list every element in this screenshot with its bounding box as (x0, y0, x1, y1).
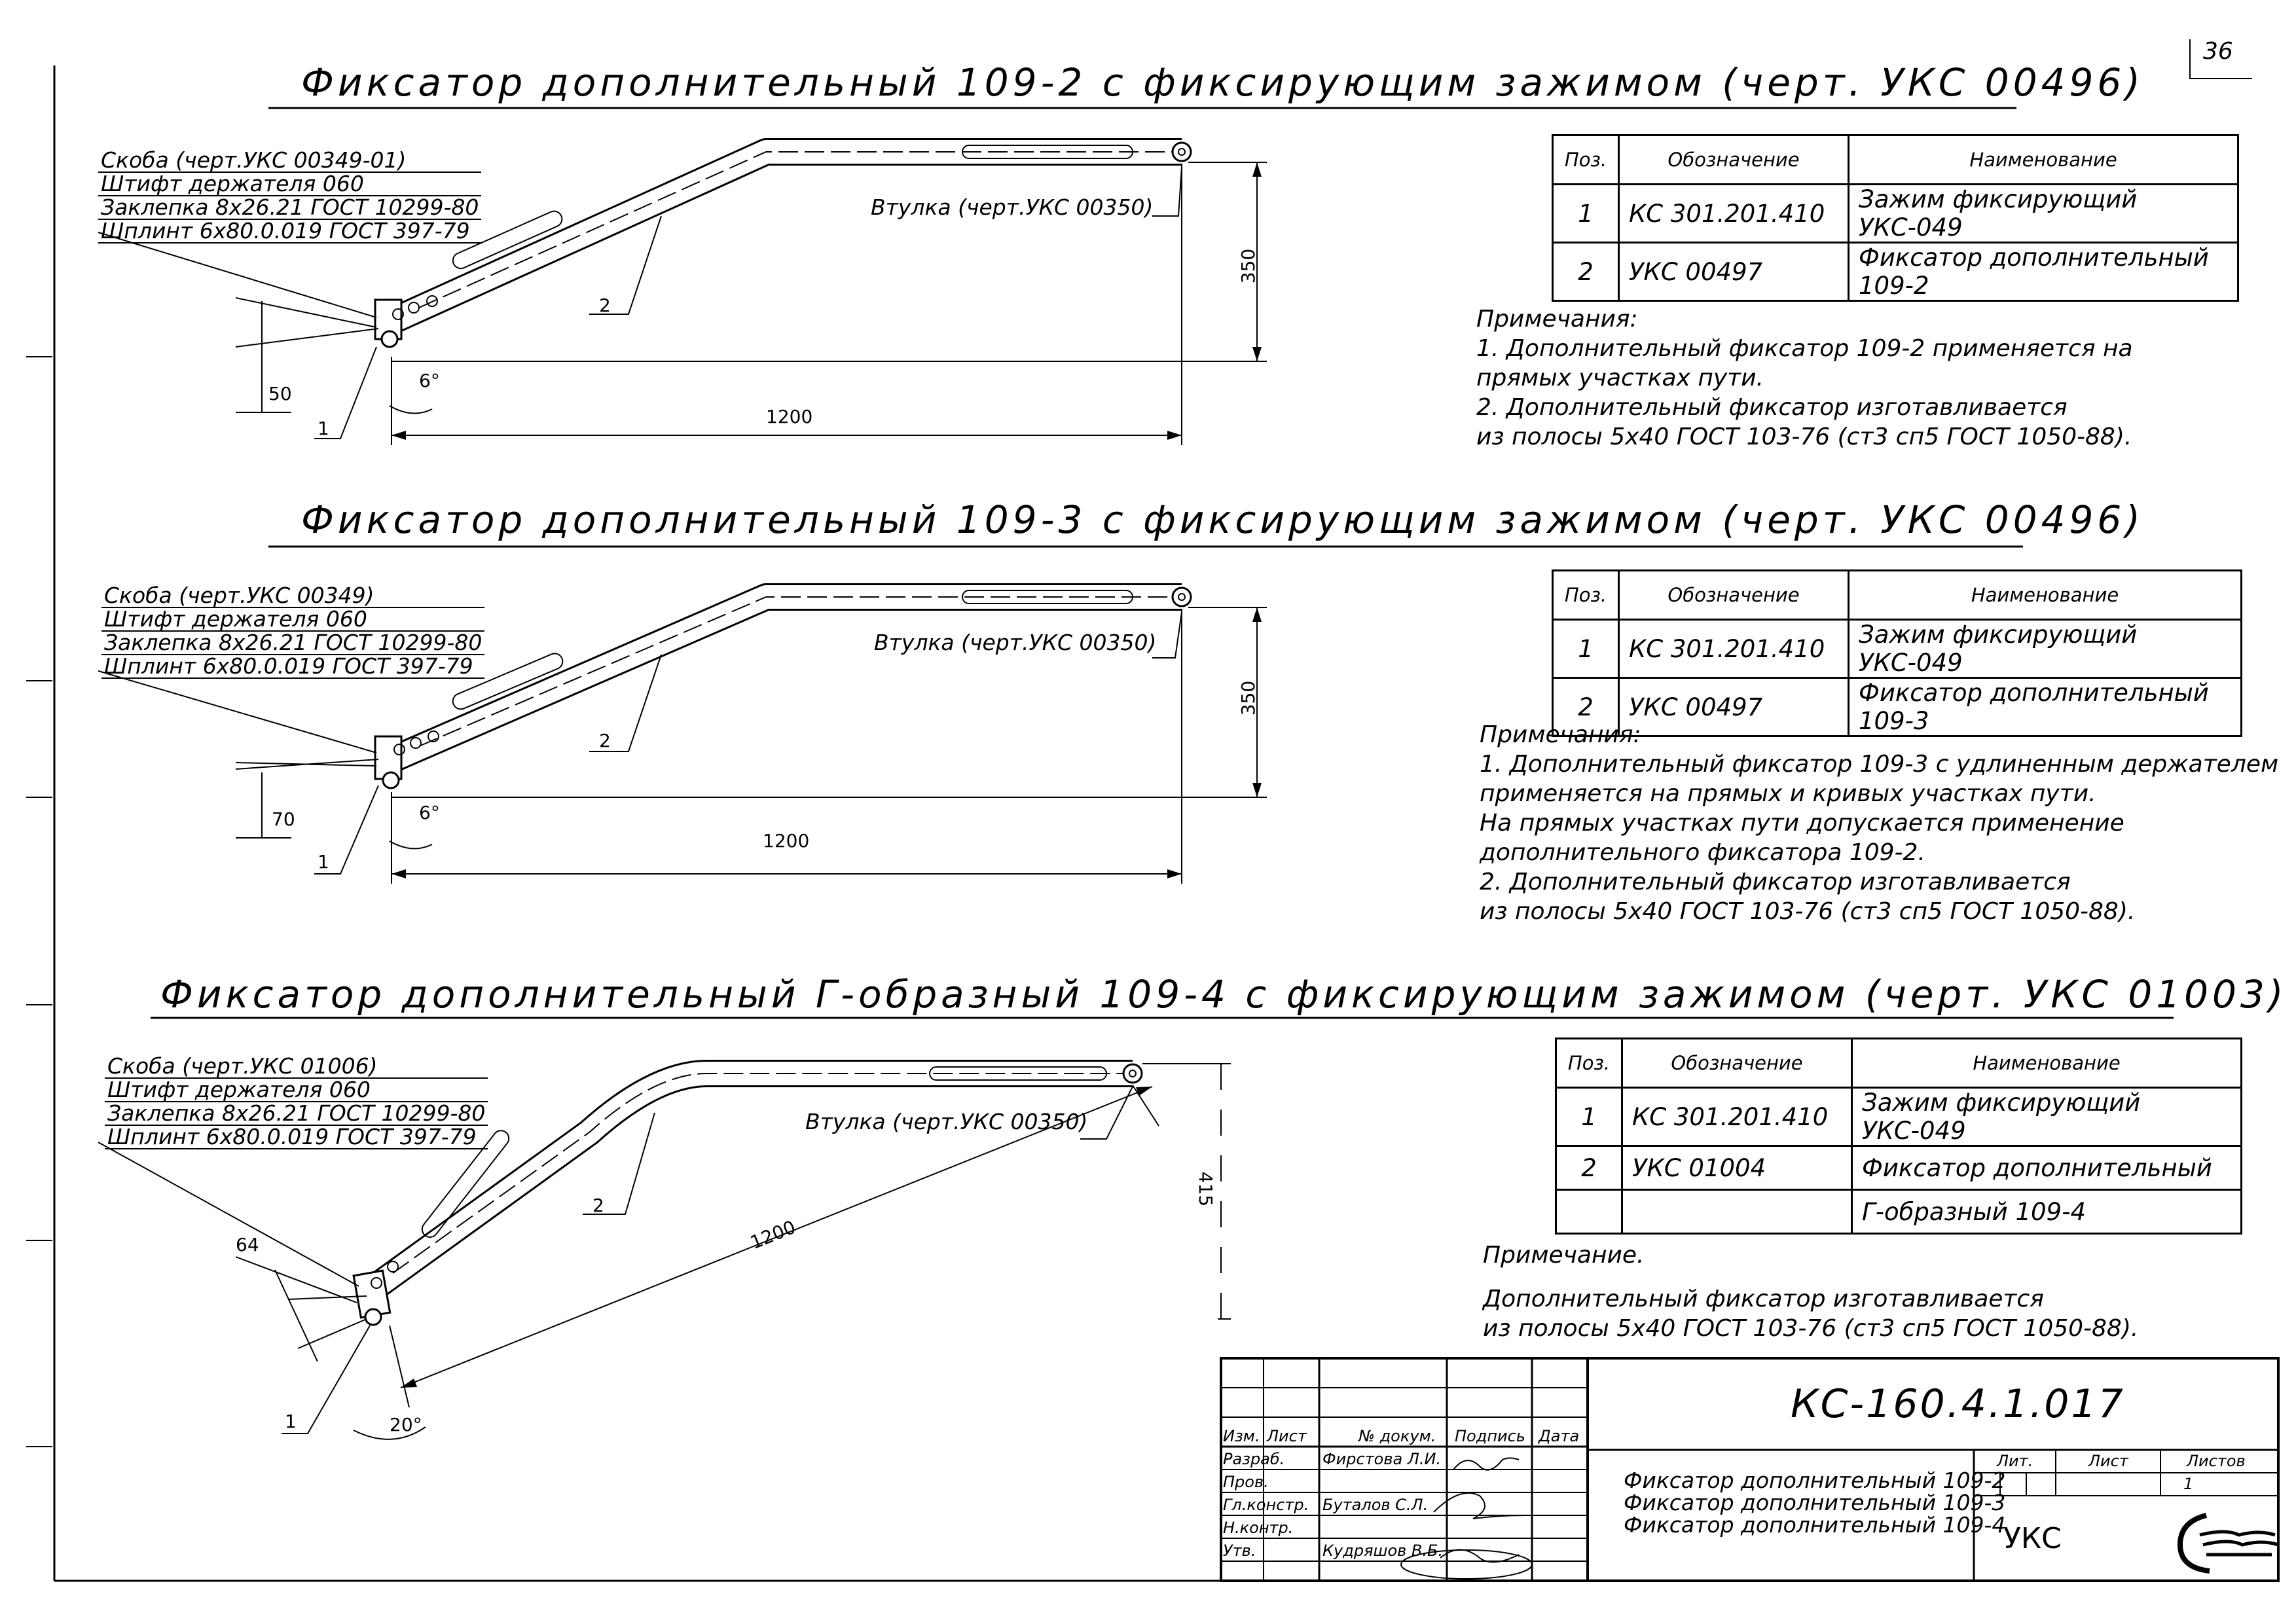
note-line: На прямых участках пути допускается применение (1480, 810, 2124, 837)
callout-rivet: Заклепка 8х26.21 ГОСТ 10299-80 (101, 632, 484, 655)
col-header-date: Дата (1539, 1427, 1580, 1445)
role-approved: Утв. (1223, 1542, 1256, 1560)
section2-dim-offset: 70 (272, 808, 295, 830)
callout-bracket: Скоба (черт.УКС 00349-01) (98, 149, 481, 173)
section3-dim-angle: 20° (390, 1414, 422, 1435)
section1-dim-length: 1200 (766, 406, 813, 427)
header-name: Наименование (1852, 1039, 2242, 1088)
callout-rivet: Заклепка 8х26.21 ГОСТ 10299-80 (105, 1102, 488, 1126)
notes-title: Примечания: (1480, 721, 1641, 748)
cell: 1 (1553, 620, 1619, 678)
callout-cotter: Шплинт 6х80.0.019 ГОСТ 397-79 (101, 655, 484, 679)
section1-dim-angle: 6° (419, 370, 440, 391)
role-chief-designer: Гл.констр. (1223, 1496, 1309, 1514)
cell: Фиксатор дополнительный 109-3 (1849, 678, 2242, 736)
header-designation: Обозначение (1622, 1039, 1852, 1088)
organization: УКС (2003, 1522, 2062, 1555)
role-checker: Пров. (1223, 1473, 1269, 1491)
role-developer: Разраб. (1223, 1450, 1285, 1468)
section1-dim-offset: 50 (268, 383, 292, 405)
cell: КС 301.201.410 (1619, 185, 1849, 243)
callout-cotter: Шплинт 6х80.0.019 ГОСТ 397-79 (98, 220, 481, 244)
callout-bracket: Скоба (черт.УКС 00349) (101, 585, 484, 608)
note-line: из полосы 5х40 ГОСТ 103-76 (ст3 сп5 ГОСТ 1050-88). (1483, 1315, 2139, 1342)
header-pos: Поз. (1553, 135, 1619, 185)
cell: 1 (1553, 185, 1619, 243)
note-line: 1. Дополнительный фиксатор 109-2 применяется на (1476, 335, 2133, 362)
cell: Зажим фиксирующий УКС-049 (1849, 620, 2242, 678)
page-number: 36 (2203, 38, 2233, 65)
note-line: из полосы 5х40 ГОСТ 103-76 (ст3 сп5 ГОСТ 1050-88). (1476, 424, 2132, 450)
col-header-docnum: № докум. (1358, 1427, 1436, 1445)
section1-pos1: 1 (318, 418, 329, 439)
section2-bushing-label: Втулка (черт.УКС 00350) (874, 630, 1157, 655)
cell: 2 (1553, 243, 1619, 301)
cell: 1 (1556, 1088, 1622, 1146)
callout-pin: Штифт держателя 060 (101, 608, 484, 632)
note-line: из полосы 5х40 ГОСТ 103-76 (ст3 сп5 ГОСТ 1050-88). (1480, 898, 2136, 925)
cell: УКС 01004 (1622, 1146, 1852, 1190)
callout-bracket: Скоба (черт.УКС 01006) (105, 1055, 488, 1079)
document-code: КС-160.4.1.017 (1791, 1381, 2125, 1427)
section3-dim-height: 415 (1195, 1171, 1217, 1207)
lit-label: Лит. (1997, 1452, 2033, 1470)
note-line: 2. Дополнительный фиксатор изготавливается (1480, 869, 2071, 895)
sheets-value: 1 (2183, 1475, 2194, 1493)
company-logo (2174, 1509, 2278, 1578)
cell: КС 301.201.410 (1622, 1088, 1852, 1146)
header-name: Наименование (1849, 571, 2242, 620)
cell: 2 (1553, 678, 1619, 736)
doc-title-line: Фиксатор дополнительный 109-4 (1624, 1512, 2006, 1538)
role-norm-control: Н.контр. (1223, 1519, 1294, 1537)
section3-pos1: 1 (285, 1411, 297, 1432)
section3-bushing-label: Втулка (черт.УКС 00350) (805, 1109, 1088, 1134)
cell: УКС 00497 (1619, 678, 1849, 736)
name-approved: Кудряшов В.Б. (1322, 1542, 1444, 1560)
note-line: 1. Дополнительный фиксатор 109-3 с удлиненным держателем (1480, 751, 2279, 778)
section3-dim-length: 1200 (747, 1216, 799, 1254)
sheets-label: Листов (2187, 1452, 2246, 1470)
section1-dim-height: 350 (1237, 248, 1260, 284)
name-developer: Фирстова Л.И. (1322, 1450, 1442, 1468)
section2-dim-length: 1200 (763, 830, 810, 852)
col-header-signature: Подпись (1455, 1427, 1525, 1445)
cell: 2 (1556, 1146, 1622, 1190)
note-line: применяется на прямых и кривых участках пути. (1480, 780, 2096, 807)
note-line: дополнительного фиксатора 109-2. (1480, 839, 1925, 866)
section3-pos2: 2 (592, 1195, 604, 1216)
doc-title-line: Фиксатор дополнительный 109-3 (1624, 1490, 2006, 1515)
cell: Г-образный 109-4 (1852, 1190, 2242, 1234)
callout-pin: Штифт держателя 060 (98, 173, 481, 196)
notes-title: Примечания: (1476, 306, 1638, 333)
cell: УКС 00497 (1619, 243, 1849, 301)
callout-pin: Штифт держателя 060 (105, 1079, 488, 1102)
section3-title: Фиксатор дополнительный Г-образный 109-4 с фиксирующим зажимом (черт. УКС 01003) (160, 972, 2287, 1017)
note-line: прямых участках пути. (1476, 365, 1764, 391)
section1-bushing-label: Втулка (черт.УКС 00350) (871, 194, 1154, 220)
note-line: 2. Дополнительный фиксатор изготавливается (1476, 394, 2068, 421)
cell: Фиксатор дополнительный 109-2 (1849, 243, 2238, 301)
header-name: Наименование (1849, 135, 2238, 185)
header-pos: Поз. (1553, 571, 1619, 620)
callout-rivet: Заклепка 8х26.21 ГОСТ 10299-80 (98, 196, 481, 220)
section1-pos2: 2 (599, 295, 611, 316)
document-titles (1624, 1470, 2005, 1536)
cell: Зажим фиксирующий УКС-049 (1849, 185, 2238, 243)
doc-title-line: Фиксатор дополнительный 109-2 (1624, 1468, 2006, 1493)
cell: КС 301.201.410 (1619, 620, 1849, 678)
section3-dim-offset: 64 (236, 1234, 259, 1255)
header-designation: Обозначение (1619, 571, 1849, 620)
callout-cotter: Шплинт 6х80.0.019 ГОСТ 397-79 (105, 1126, 488, 1149)
name-chief-designer: Буталов С.Л. (1322, 1496, 1429, 1514)
section2-title: Фиксатор дополнительный 109-3 с фиксирующим зажимом (черт. УКС 00496) (301, 497, 2144, 542)
col-header-rev: Изм. (1223, 1427, 1260, 1445)
cell: Фиксатор дополнительный (1852, 1146, 2242, 1190)
notes-title: Примечание. (1483, 1242, 1645, 1269)
sheet-label: Лист (2088, 1452, 2128, 1470)
note-line: Дополнительный фиксатор изготавливается (1483, 1286, 2044, 1312)
section2-pos2: 2 (599, 730, 611, 751)
header-pos: Поз. (1556, 1039, 1622, 1088)
col-header-sheet: Лист (1267, 1427, 1307, 1445)
section2-dim-height: 350 (1237, 680, 1260, 716)
section2-dim-angle: 6° (419, 802, 440, 823)
section1-title: Фиксатор дополнительный 109-2 с фиксирующим зажимом (черт. УКС 00496) (301, 60, 2144, 105)
section2-pos1: 1 (318, 851, 329, 873)
cell: Зажим фиксирующий УКС-049 (1852, 1088, 2242, 1146)
header-designation: Обозначение (1619, 135, 1849, 185)
